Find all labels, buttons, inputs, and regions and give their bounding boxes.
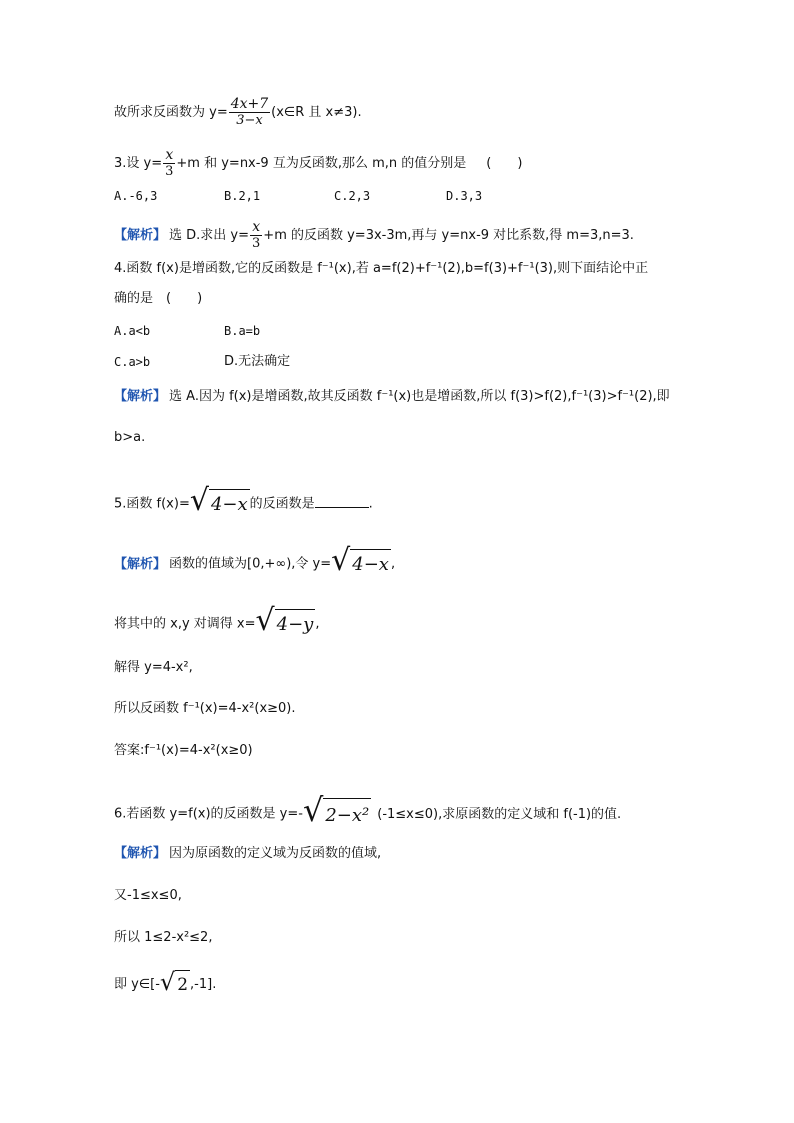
text: 6.若函数 y=f(x)的反函数是 y=- [114,806,303,822]
text: 的反函数是 [249,496,315,512]
analysis-tag: 【解析】 [114,228,167,243]
square-root [303,793,371,835]
text: 选 A.因为 f(x)是增函数,故其反函数 f⁻¹(x)也是增函数,所以 f(3)>f(2),f⁻¹(3)>f⁻¹(2),即 [169,389,670,404]
option-a: A.-6,3 [114,189,158,203]
analysis-6-line-3: 所以 1≤2-x²≤2, [114,930,213,945]
text: 3.设 y= [114,156,163,171]
analysis-4-line-2: b>a. [114,430,146,445]
numerator: 4x+7 [230,96,269,112]
text: (-1≤x≤0),求原函数的定义域和 f(-1)的值. [377,806,622,822]
radical-sign: √ [331,543,351,578]
text: 故所求反函数为 y= [114,105,228,120]
radicand: 2 [175,970,190,999]
radical-sign: √ [302,791,324,829]
square-root [331,543,391,582]
analysis-5-line-2 [114,603,320,642]
text: 将其中的 x,y 对调得 x= [114,616,256,632]
text: 5.函数 f(x)= [114,496,190,512]
denominator: 3 [165,164,174,179]
analysis-5-line-1 [114,543,396,582]
text: . [368,496,373,512]
radical-sign: √ [159,968,176,996]
question-4-options-row-1 [0,321,794,341]
text: 因为原函数的定义域为反函数的值域, [169,846,382,861]
text: 函数的值域为[0,+∞),令 y= [169,556,332,572]
analysis-6-line-4 [114,968,216,1001]
analysis-6-line-2: 又-1≤x≤0, [114,888,182,903]
denominator: 3−x [236,113,263,128]
question-4-options-row-2 [0,352,794,372]
radical-sign: √ [189,483,209,518]
question-3 [114,148,522,179]
text: , [390,556,396,572]
option-c: C.2,3 [334,189,371,203]
text: +m 的反函数 y=3x-3m,再与 y=nx-9 对比系数,得 m=3,n=3. [263,228,634,243]
text: (x∈R 且 x≠3). [271,105,362,120]
text: +m 和 y=nx-9 互为反函数,那么 m,n 的值分别是 [176,156,467,171]
text: 即 y∈[- [114,977,160,992]
fraction [229,97,270,128]
option-b: B.a=b [224,324,261,338]
option-a: A.a<b [114,324,151,338]
square-root [189,483,250,522]
option-d: D.无法确定 [224,354,291,369]
question-4-line-2: 确的是 ( ) [114,291,203,306]
fraction [250,220,262,251]
analysis-tag: 【解析】 [114,556,167,572]
analysis-5-line-4: 所以反函数 f⁻¹(x)=4-x²(x≥0). [114,701,296,716]
text: ,-1]. [190,977,217,992]
question-4-line-1: 4.函数 f(x)是增函数,它的反函数是 f⁻¹(x),若 a=f(2)+f⁻¹(2),b=f(3)+f⁻¹(3),则下面结论中正 [114,261,649,276]
inverse-result-line [114,97,362,128]
radicand: 4−y [275,609,316,640]
text: 选 D.求出 y= [169,228,250,243]
text: , [315,616,320,632]
answer-5: 答案:f⁻¹(x)=4-x²(x≥0) [114,743,253,758]
analysis-tag: 【解析】 [114,846,167,861]
radical-sign: √ [255,603,275,638]
option-b: B.2,1 [224,189,261,203]
analysis-6-line-1 [114,844,381,864]
square-root [160,968,190,1001]
analysis-4-line-1 [114,387,670,407]
radicand: 2−x² [323,798,371,833]
radicand: 4−x [350,549,391,580]
answer-blank: ( ) [486,156,523,171]
analysis-5-line-3: 解得 y=4-x², [114,660,193,675]
question-6 [114,793,621,835]
radicand: 4−x [209,489,250,520]
question-5 [114,483,373,522]
denominator: 3 [252,236,261,251]
numerator: x [250,220,262,236]
analysis-3 [114,220,634,251]
question-3-options [0,186,794,206]
analysis-tag: 【解析】 [114,389,167,404]
option-c: C.a>b [114,355,151,369]
fraction [163,148,175,179]
numerator: x [163,148,175,164]
square-root [255,603,316,642]
answer-blank [315,493,369,508]
option-d: D.3,3 [446,189,483,203]
